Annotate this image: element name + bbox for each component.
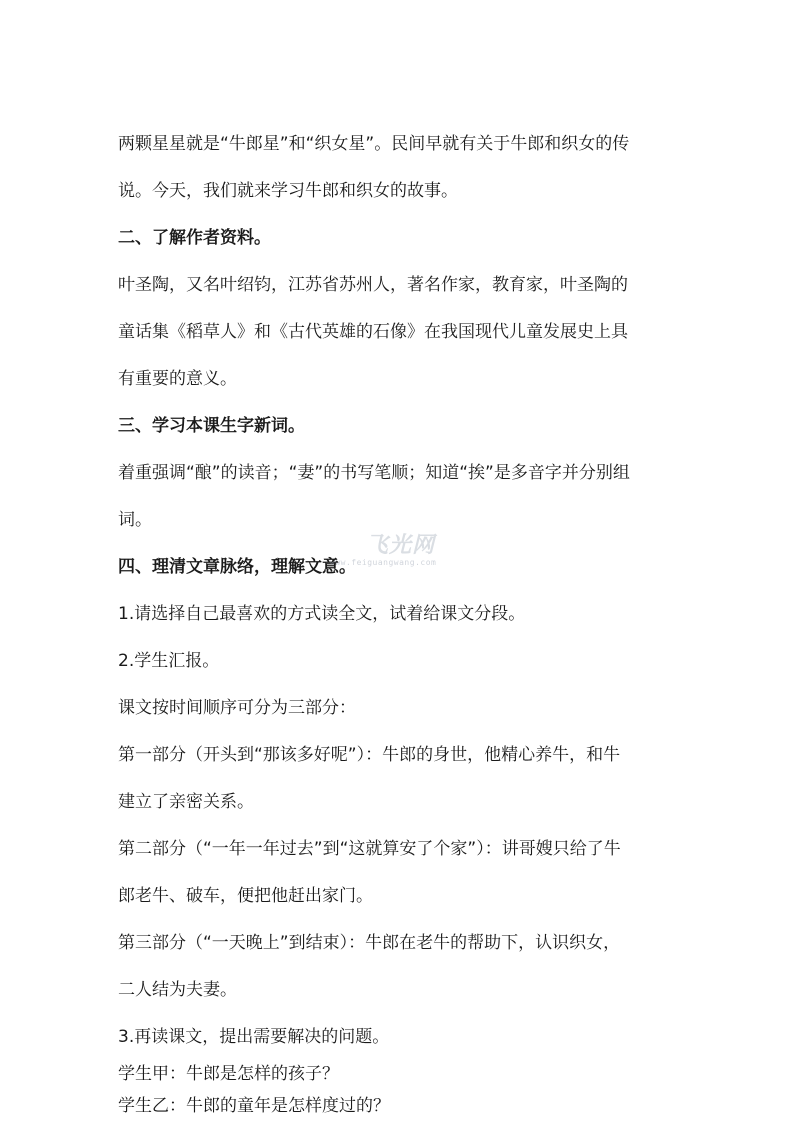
text-line: 建立了亲密关系。 <box>118 792 254 812</box>
text-line: 2.学生汇报。 <box>118 651 220 671</box>
text-line: 郎老牛、破车，便把他赶出家门。 <box>118 886 373 906</box>
text-line: 说。今天，我们就来学习牛郎和织女的故事。 <box>118 181 458 201</box>
watermark-url: www.feiguangwang.com <box>330 558 437 567</box>
section-heading: 三、学习本课生字新词。 <box>118 416 305 436</box>
watermark-name: 飞光网 <box>366 533 436 558</box>
section-heading: 二、了解作者资料。 <box>118 228 271 248</box>
text-line: 两颗星星就是“牛郎星”和“织女星”。民间早就有关于牛郎和织女的传 <box>118 134 630 154</box>
text-line: 1.请选择自己最喜欢的方式读全文，试着给课文分段。 <box>118 604 526 624</box>
text-line: 词。 <box>118 510 152 530</box>
text-line: 3.再读课文，提出需要解决的问题。 <box>118 1027 390 1047</box>
text-line: 学生乙：牛郎的童年是怎样度过的？ <box>118 1096 390 1116</box>
text-line: 童话集《稻草人》和《古代英雄的石像》在我国现代儿童发展史上具 <box>118 322 628 342</box>
text-line: 第一部分（开头到“那该多好呢”）：牛郎的身世，他精心养牛，和牛 <box>118 745 621 765</box>
text-line: 学生甲：牛郎是怎样的孩子？ <box>118 1064 339 1084</box>
section-heading: 四、理清文章脉络，理解文意。 <box>118 557 356 577</box>
text-line: 有重要的意义。 <box>118 369 237 389</box>
text-line: 第二部分（“一年一年过去”到“这就算安了个家”）：讲哥嫂只给了牛 <box>118 839 621 859</box>
watermark <box>330 528 460 588</box>
text-line: 第三部分（“一天晚上”到结束）：牛郎在老牛的帮助下，认识织女， <box>118 933 621 953</box>
text-line: 二人结为夫妻。 <box>118 980 237 1000</box>
text-line: 叶圣陶，又名叶绍钧，江苏省苏州人，著名作家，教育家，叶圣陶的 <box>118 275 628 295</box>
text-line: 着重强调“酿”的读音；“妻”的书写笔顺；知道“挨”是多音字并分别组 <box>118 463 630 483</box>
text-line: 课文按时间顺序可分为三部分： <box>118 698 356 718</box>
